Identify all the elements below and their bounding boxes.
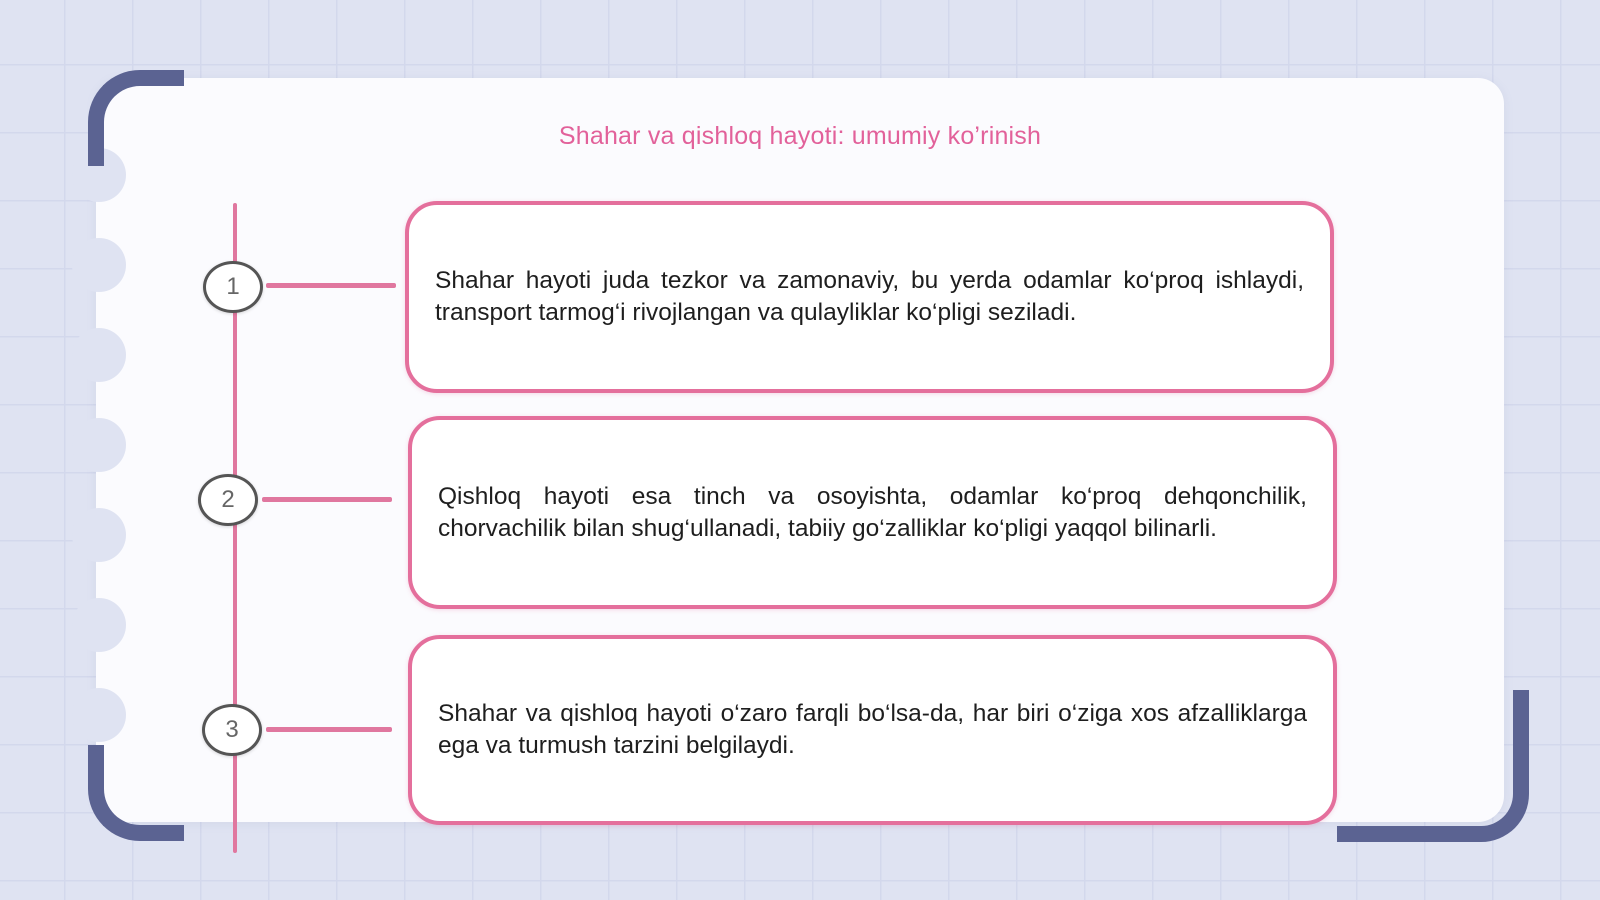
step-number-badge	[203, 261, 263, 313]
step-text: Shahar va qishloq hayoti o‘zaro farqli bo‘lsa-da, har biri o‘ziga xos afzalliklarga ega va turmush tarzini belgilaydi.	[438, 700, 1307, 759]
timeline-connector	[266, 283, 396, 288]
step-number-badge	[202, 704, 262, 756]
step-text-box	[408, 635, 1337, 825]
step-number: 2	[221, 486, 235, 513]
step-text-box	[408, 416, 1337, 609]
step-number: 1	[226, 273, 240, 300]
card-notch	[72, 688, 126, 742]
step-number-badge	[198, 474, 258, 526]
step-text-box	[405, 201, 1334, 393]
timeline-connector	[262, 497, 392, 502]
corner-bracket-bottom-left	[88, 745, 184, 841]
corner-bracket-top-left	[88, 70, 184, 166]
step-number: 3	[225, 716, 239, 743]
card-notch	[72, 598, 126, 652]
timeline-connector	[266, 727, 392, 732]
card-notch	[72, 238, 126, 292]
card-notch	[72, 418, 126, 472]
card-notch	[72, 508, 126, 562]
step-text: Qishloq hayoti esa tinch va osoyishta, odamlar ko‘proq dehqonchilik, chorvachilik bilan shug‘ullanadi, tabiiy go‘zalliklar ko‘pligi yaqqol bilinarli.	[438, 482, 1307, 542]
slide-title: Shahar va qishloq hayoti: umumiy ko’rinish	[558, 122, 1042, 150]
step-text: Shahar hayoti juda tezkor va zamonaviy, bu yerda odamlar ko‘proq ishlaydi, transport tarmog‘i rivojlangan va qulayliklar ko‘pligi seziladi.	[435, 267, 1304, 326]
corner-bracket-bottom-right	[1337, 690, 1529, 842]
card-notch	[72, 328, 126, 382]
